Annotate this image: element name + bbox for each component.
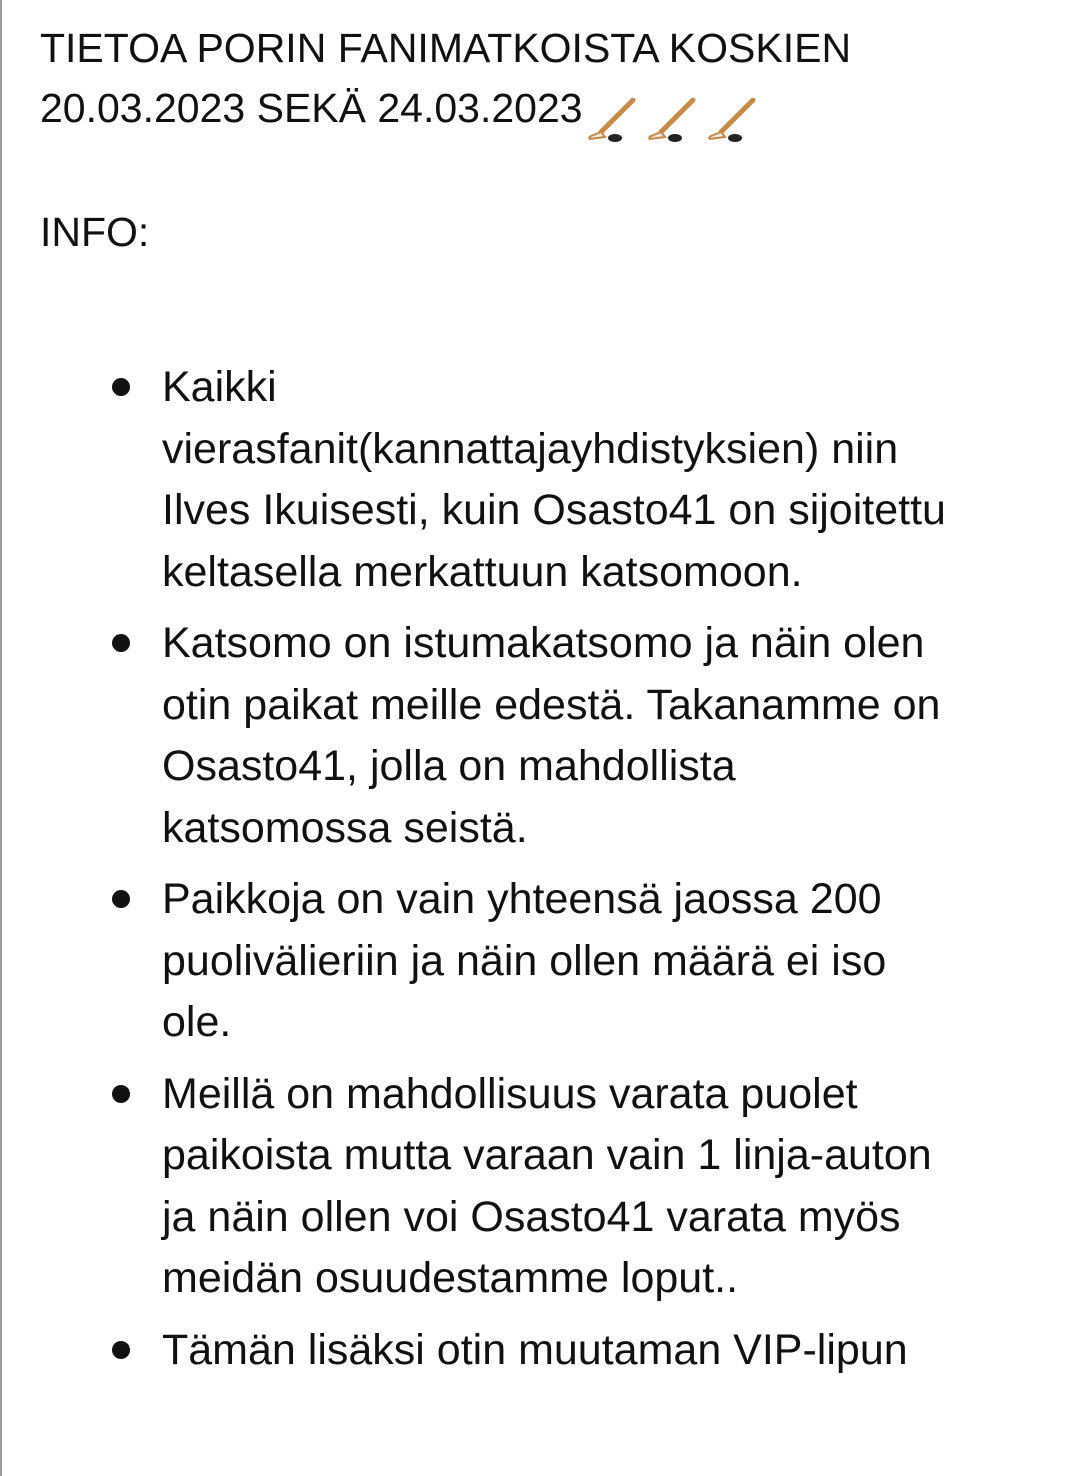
title-line-2: 20.03.2023 SEKÄ 24.03.2023 — [40, 78, 1060, 144]
post-title — [40, 18, 1060, 144]
list-item — [40, 357, 1060, 603]
bullet-icon — [112, 890, 130, 908]
bullet-icon — [112, 1341, 130, 1359]
list-item-text: Tämän lisäksi otin muutaman VIP-lipun — [162, 1325, 908, 1374]
post-body — [40, 18, 1060, 1391]
title-line-1: TIETOA PORIN FANIMATKOISTA KOSKIEN — [40, 25, 852, 71]
list-item — [40, 1320, 1060, 1382]
hockey-stick-icon — [585, 98, 645, 144]
list-item-text: Katsomo on istumakatsomo ja näin olen otin paikat meille edestä. Takanamme on Osasto41, jolla on mahdollista katsomossa seistä. — [162, 619, 941, 852]
info-heading: INFO: — [40, 209, 150, 255]
list-item-text: Meillä on mahdollisuus varata puolet paikoista mutta varaan vain 1 linja-auton ja näin ollen voi Osasto41 varata myös meidän osuudestamme loput.. — [162, 1069, 932, 1302]
info-list — [40, 357, 1060, 1381]
bullet-icon — [112, 378, 130, 396]
list-item — [40, 1064, 1060, 1310]
list-item — [40, 869, 1060, 1054]
list-item-text: Paikkoja on vain yhteensä jaossa 200 puolivälieriin ja näin ollen määrä ei iso ole. — [162, 875, 887, 1046]
hockey-emoji-group — [585, 84, 765, 144]
hockey-stick-icon — [705, 98, 765, 144]
bullet-icon — [112, 634, 130, 652]
hockey-stick-icon — [645, 98, 705, 144]
bullet-icon — [112, 1085, 130, 1103]
list-item — [40, 613, 1060, 859]
list-item-text: Kaikki vierasfanit(kannattajayhdistyksien) niin Ilves Ikuisesti, kuin Osasto41 on sijoitettu keltasella merkattuun katsomoon. — [162, 363, 946, 596]
